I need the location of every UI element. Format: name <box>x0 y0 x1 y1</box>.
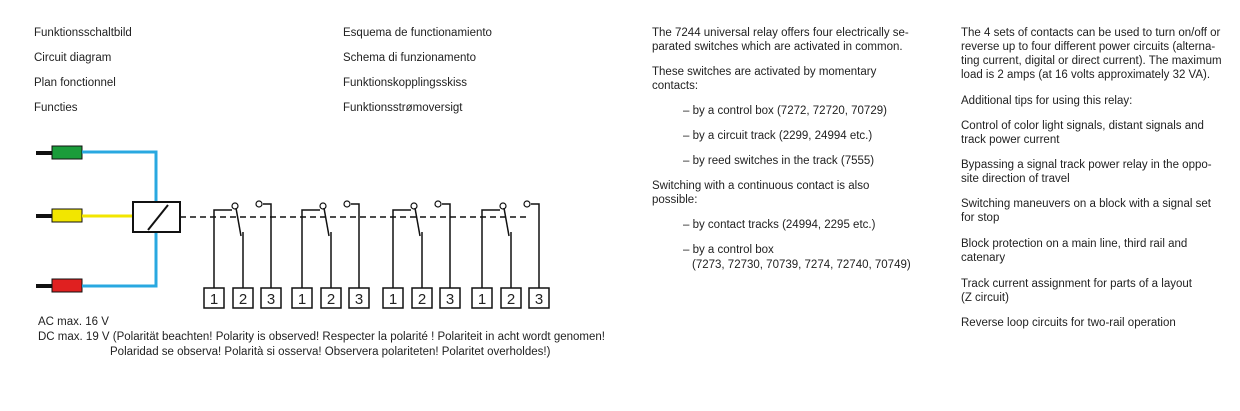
tip-2-line-1: Bypassing a signal track power relay in the oppo- <box>961 159 1212 171</box>
title-it: Schema di funzionamento <box>343 52 476 64</box>
usage-line-3: ting current, digital or direct current). The maximum <box>961 55 1222 67</box>
title-de: Funktionsschaltbild <box>34 27 132 39</box>
intro-line-2: parated switches which are activated in common. <box>652 41 903 53</box>
terminal-label: 1 <box>388 291 398 308</box>
usage-line-1: The 4 sets of contacts can be used to turn on/off or <box>961 27 1221 39</box>
terminal-label: 2 <box>506 291 516 308</box>
tip-6: Reverse loop circuits for two-rail operation <box>961 317 1176 329</box>
red-plug <box>36 279 82 292</box>
tip-2-line-2: site direction of travel <box>961 173 1070 185</box>
continuous-item-2: – by a control box <box>683 244 774 256</box>
title-da: Funktionsstrømoversigt <box>343 102 463 114</box>
terminal-label: 1 <box>209 291 219 308</box>
usage-line-2: reverse up to four different power circuits (alterna- <box>961 41 1216 53</box>
terminal-label: 2 <box>238 291 248 308</box>
tip-4-line-1: Block protection on a main line, third rail and <box>961 238 1188 250</box>
tip-1-line-1: Control of color light signals, distant signals and <box>961 120 1204 132</box>
intro-line-1: The 7244 universal relay offers four electrically se- <box>652 27 909 39</box>
spec-ac: AC max. 16 V <box>38 316 109 328</box>
tip-5-line-2: (Z circuit) <box>961 292 1009 304</box>
continuous-item-1: – by contact tracks (24994, 2295 etc.) <box>683 219 876 231</box>
continuous-line-1: Switching with a continuous contact is also <box>652 180 870 192</box>
tips-heading: Additional tips for using this relay: <box>961 95 1133 107</box>
title-fr: Plan fonctionnel <box>34 77 116 89</box>
momentary-line-1: These switches are activated by momentary <box>652 66 877 78</box>
terminal-label: 2 <box>417 291 427 308</box>
tip-3-line-1: Switching maneuvers on a block with a signal set <box>961 198 1211 210</box>
tip-3-line-2: for stop <box>961 212 1000 224</box>
continuous-item-2-cont: (7273, 72730, 70739, 7274, 72740, 70749) <box>692 259 911 271</box>
tip-1-line-2: track power current <box>961 134 1060 146</box>
title-nl: Functies <box>34 102 78 114</box>
continuous-line-2: possible: <box>652 194 698 206</box>
usage-line-4: load is 2 amps (at 16 volts approximately 32 VA). <box>961 69 1211 81</box>
tip-4-line-2: catenary <box>961 252 1006 264</box>
momentary-item-2: – by a circuit track (2299, 24994 etc.) <box>683 130 873 142</box>
momentary-item-3: – by reed switches in the track (7555) <box>683 155 875 167</box>
tip-5-line-1: Track current assignment for parts of a layout <box>961 278 1192 290</box>
circuit-diagram <box>0 130 600 315</box>
terminal-label: 1 <box>477 291 487 308</box>
title-sv: Funktionskopplingsskiss <box>343 77 468 89</box>
terminal-label: 3 <box>354 291 364 308</box>
momentary-line-2: contacts: <box>652 80 699 92</box>
terminal-label: 2 <box>326 291 336 308</box>
yellow-plug <box>36 209 82 222</box>
spec-dc-cont: Polaridad se observa! Polarità si osserva! Observera polariteten! Polaritet overholdes!) <box>110 346 551 358</box>
title-en: Circuit diagram <box>34 52 112 64</box>
relay-coil <box>133 202 180 232</box>
terminal-label: 1 <box>297 291 307 308</box>
terminal-label: 3 <box>534 291 544 308</box>
spec-dc: DC max. 19 V (Polarität beachten! Polarity is observed! Respecter la polarité ! Polariteit in acht wordt genomen! <box>38 331 605 343</box>
title-es: Esquema de functionamiento <box>343 27 492 39</box>
momentary-item-1: – by a control box (7272, 72720, 70729) <box>683 105 887 117</box>
terminal-label: 3 <box>445 291 455 308</box>
terminal-label: 3 <box>266 291 276 308</box>
green-plug <box>36 146 82 159</box>
